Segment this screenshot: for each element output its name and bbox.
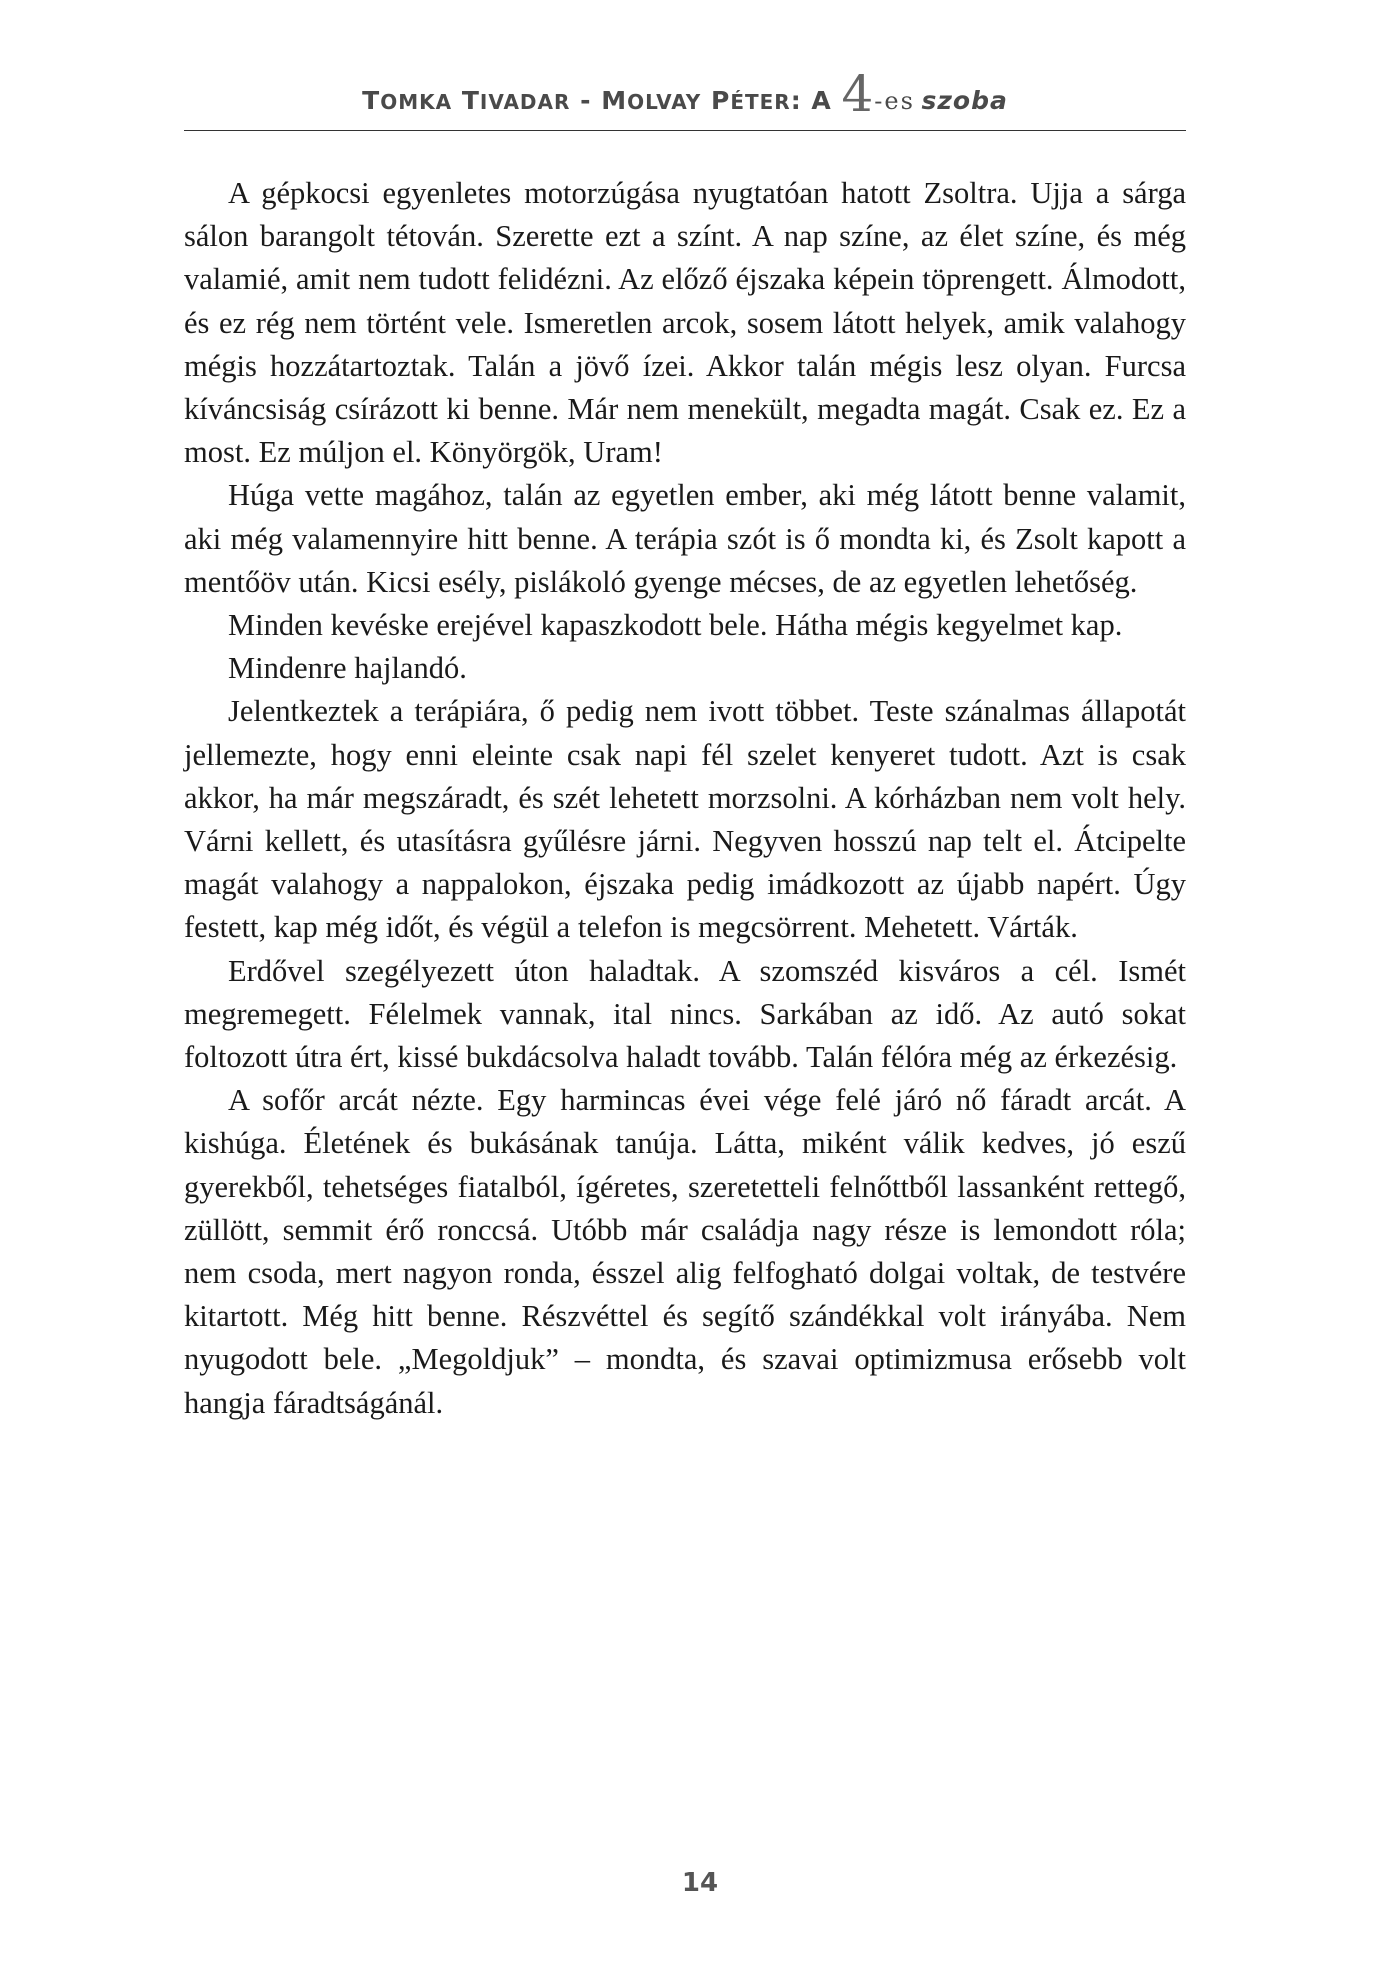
header-author2-last-rest: ÉTER xyxy=(730,90,791,114)
header-title-number: 4 xyxy=(841,65,875,123)
header-separator: - xyxy=(570,86,602,115)
header-title-word: szoba xyxy=(921,86,1008,115)
paragraph: Erdővel szegélyezett úton haladtak. A szomszéd kisváros a cél. Ismét megremegett. Félelmek vannak, ital nincs. Sarkában az idő. Az autó sokat foltozott útra ért, kissé bukdácsolva haladt tovább. Talán félóra még az érkezésig. xyxy=(184,953,1186,1075)
paragraph: A gépkocsi egyenletes motorzúgása nyugtatóan hatott Zsoltra. Ujja a sárga sálon barangolt tétován. Szerette ezt a színt. A nap színe, az élet színe, és még valamié, amit nem tudott felidézni. Az előző éjszaka képein töprengett. Álmodott, és ez rég nem történt vele. Ismeretlen arcok, sosem látott helyek, amik valahogy mégis hozzátartoztak. Talán a jövő ízei. Akkor talán mégis lesz olyan. Furcsa kíváncsiság csírázott ki benne. Már nem menekült, megadta magát. Csak ez. Ez a most. Ez múljon el. Könyörgök, Uram! xyxy=(184,176,1186,470)
header-author1-last-initial: T xyxy=(461,86,480,115)
page-number: 14 xyxy=(681,1868,719,1898)
running-header xyxy=(184,65,1186,123)
paragraph: A sofőr arcát nézte. Egy harmincas évei vége felé járó nő fáradt arcát. A kishúga. Életének és bukásának tanúja. Látta, miként válik kedves, jó eszű gyerekből, tehetséges fiatalból, ígéretes, szeretetteli felnőttből lassanként rettegő, züllött, semmit érő ronccsá. Utóbb már családja nagy része is lemondott róla; nem csoda, mert nagyon ronda, ésszel alig felfogható dolgai voltak, de testvére kitartott. Még hitt benne. Részvéttel és segítő szándékkal volt irányába. Nem nyugodott bele. „Megoldjuk” – mondta, és szavai optimizmusa erősebb volt hangja fáradtságánál. xyxy=(184,1083,1186,1420)
paragraph: Mindenre hajlandó. xyxy=(228,651,467,686)
paragraph: Minden kevéske erejével kapaszkodott bele. Hátha mégis kegyelmet kap. xyxy=(228,608,1123,643)
header-author1-rest: OMKA xyxy=(380,90,453,114)
header-author2-initial: M xyxy=(601,86,628,115)
header-author2-last-initial: P xyxy=(710,86,731,115)
header-author1-last-rest: IVADAR xyxy=(479,90,571,114)
header-colon-a: : A xyxy=(790,86,842,115)
header-authors xyxy=(362,86,841,115)
header-title-suffix: -es xyxy=(874,87,915,115)
header-author1-initial: T xyxy=(362,86,381,115)
body-text xyxy=(184,172,1186,1425)
paragraph: Jelentkeztek a terápiára, ő pedig nem ivott többet. Teste szánalmas állapotát jellemezte, hogy enni eleinte csak napi fél szelet kenyeret tudott. Azt is csak akkor, ha már megszáradt, és szét lehetett morzsolni. A kórházban nem volt hely. Várni kellett, és utasításra gyűlésre járni. Negyven hosszú nap telt el. Átcipelte magát valahogy a nappalokon, éjszaka pedig imádkozott az újabb napért. Úgy festett, kap még időt, és végül a telefon is megcsörrent. Mehetett. Várták. xyxy=(184,694,1186,945)
paragraph: Húga vette magához, talán az egyetlen ember, aki még látott benne valamit, aki még valamennyire hitt benne. A terápia szót is ő mondta ki, és Zsolt kapott a mentőöv után. Kicsi esély, pislákoló gyenge mécses, de az egyetlen lehetőség. xyxy=(184,478,1186,599)
header-author2-rest: OLVAY xyxy=(627,90,702,114)
header-rule xyxy=(184,130,1186,131)
